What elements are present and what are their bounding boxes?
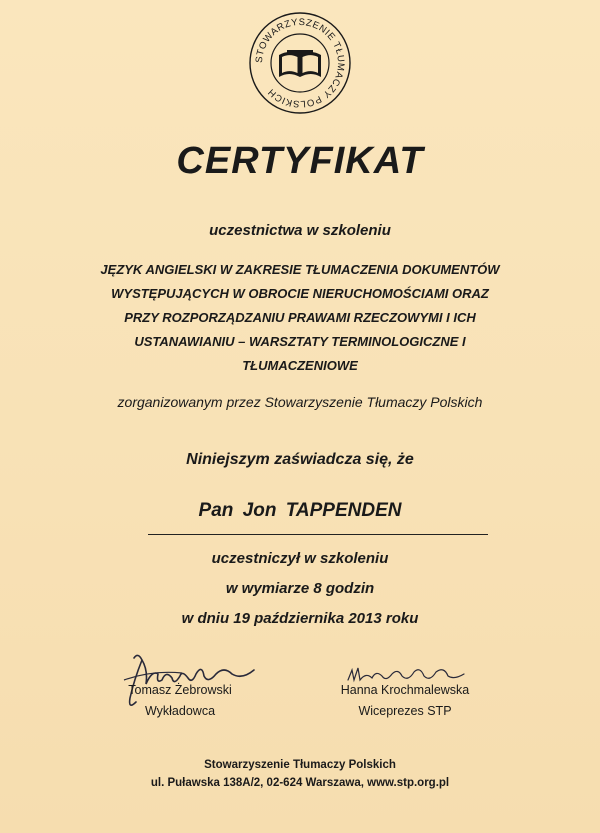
certificate-subtitle: uczestnictwa w szkoleniu xyxy=(209,222,391,239)
course-title xyxy=(0,258,600,378)
lecturer-signature-block xyxy=(110,680,250,722)
logo-ring-text: STOWARZYSZENIE TŁUMACZY POLSKICH xyxy=(253,16,347,110)
course-title-line: TŁUMACZENIOWE xyxy=(242,358,358,373)
stp-logo xyxy=(245,8,355,118)
duration-text: w wymiarze 8 godzin xyxy=(225,580,375,597)
footer-address: ul. Puławska 138A/2, 02-624 Warszawa, www.stp.org.pl xyxy=(150,777,450,789)
lecturer-name: Tomasz Żebrowski xyxy=(128,683,232,697)
name-underline xyxy=(148,534,488,535)
participation-text: uczestniczył w szkoleniu xyxy=(211,550,389,567)
date-text: w dniu 19 października 2013 roku xyxy=(181,610,419,627)
lecturer-role: Wykładowca xyxy=(144,704,216,718)
book-with-t-letter-icon xyxy=(279,50,321,77)
organizer-text: zorganizowanym przez Stowarzyszenie Tłumaczy Polskich xyxy=(117,394,483,410)
certificate-title: CERTYFIKAT xyxy=(176,140,424,182)
certifies-text: Niniejszym zaświadcza się, że xyxy=(186,451,414,468)
recipient-name: Pan Jon TAPPENDEN xyxy=(198,500,402,521)
course-title-line: PRZY ROZPORZĄDZANIU PRAWAMI RZECZOWYMI I ICH xyxy=(124,310,476,325)
footer xyxy=(0,756,600,792)
vice-president-role: Wiceprezes STP xyxy=(358,704,452,718)
footer-org: Stowarzyszenie Tłumaczy Polskich xyxy=(204,759,396,771)
vice-president-signature-block xyxy=(335,680,475,722)
course-title-line: USTANAWIANIU – WARSZTATY TERMINOLOGICZNE I xyxy=(134,334,466,349)
participation-details xyxy=(0,544,600,634)
course-title-line: WYSTĘPUJĄCYCH W OBROCIE NIERUCHOMOŚCIAMI ORAZ xyxy=(111,286,489,301)
course-title-line: JĘZYK ANGIELSKI W ZAKRESIE TŁUMACZENIA DOKUMENTÓW xyxy=(100,262,500,277)
vice-president-name: Hanna Krochmalewska xyxy=(340,683,470,697)
